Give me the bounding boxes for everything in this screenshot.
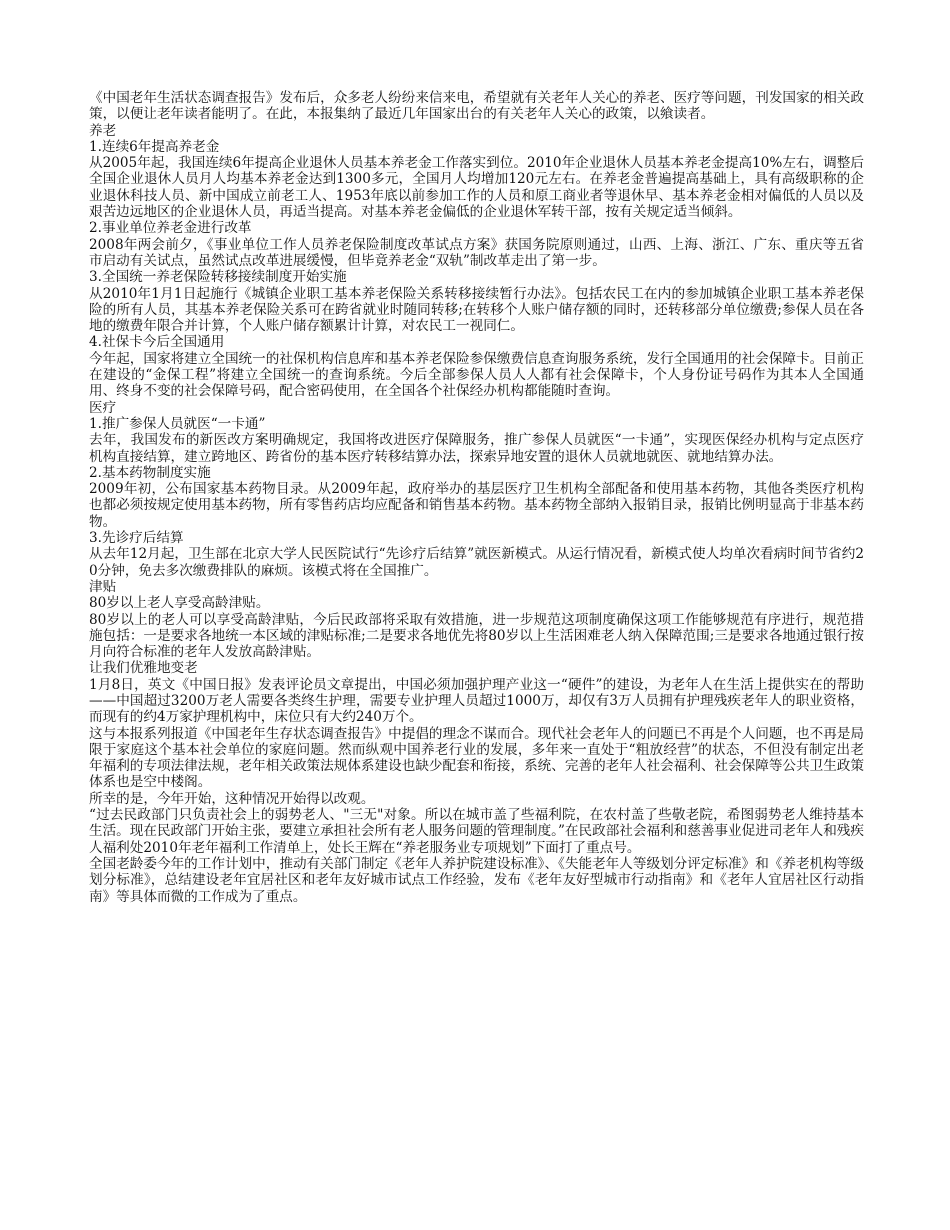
body-paragraph: 全国老龄委今年的工作计划中，推动有关部门制定《老年人养护院建设标准》、《失能老年人等级划分评定标准》和《养老机构等级划分标准》，总结建设老年宜居社区和老年友好城市试点工作经验，发布《老年友好型城市行动指南》和《老年人宜居社区行动指南》等具体而微的工作成为了重点。 <box>89 855 864 905</box>
subheading: 2.基本药物制度实施 <box>89 464 211 481</box>
subheading: 80岁以上老人享受高龄津贴。 <box>89 595 270 612</box>
body-paragraph: 2008年两会前夕，《事业单位工作人员养老保险制度改革试点方案》获国务院原则通过，山西、上海、浙江、广东、重庆等五省市启动有关试点，虽然试点改革进展缓慢，但毕竟养老金“双轨”制改革走出了第一步。 <box>89 236 864 269</box>
body-paragraph: “过去民政部门只负责社会上的弱势老人、"三无"对象。所以在城市盖了些福利院，在农村盖了些敬老院，希图弱势老人维持基本生活。现在民政部门开始主张，要建立承担社会所有老人服务问题的管理制度。”在民政部社会福利和慈善事业促进司老年人和残疾人福利处2010年老年福利工作清单上，处长王辉在“养老服务业专项规划”下面打了重点号。 <box>89 807 864 856</box>
body-paragraph: 从2005年起，我国连续6年提高企业退休人员基本养老金工作落实到位。2010年企业退休人员基本养老金提高10%左右，调整后全国企业退休人员月人均基本养老金达到1300多元，全国月人均增加120元左右。在养老金普遍提高基础上，具有高级职称的企业退休科技人员、新中国成立前老工人、1953年底以前参加工作的人员和原工商业者等退休早、基本养老金相对偏低的人员以及艰苦边远地区的企业退休人员，再适当提高。对基本养老金偏低的企业退休军转干部，按有关规定适当倾斜。 <box>89 155 864 221</box>
body-paragraph: 1月8日，英文《中国日报》发表评论员文章提出，中国必须加强护理产业这一“硬件”的建设，为老年人在生活上提供实在的帮助——中国超过3200万老人需要各类终生护理，需要专业护理人员超过1000万，却仅有3万人员拥有护理残疾老年人的职业资格，而现有的约4万家护理机构中，床位只有大约240万个。 <box>89 676 864 726</box>
body-paragraph: 80岁以上的老人可以享受高龄津贴，今后民政部将采取有效措施，进一步规范这项制度确保这项工作能够规范有序进行，规范措施包括：一是要求各地统一本区域的津贴标准;二是要求各地优先将80岁以上生活困难老人纳入保障范围;三是要求各地通过银行按月向符合标准的老年人发放高龄津贴。 <box>89 611 864 661</box>
subheading: 1.连续6年提高养老金 <box>89 138 220 155</box>
body-paragraph: 去年，我国发布的新医改方案明确规定，我国将改进医疗保障服务，推广参保人员就医“一卡通”，实现医保经办机构与定点医疗机构直接结算，建立跨地区、跨省份的基本医疗转移结算办法，探索异地安置的退休人员就地就医、就地结算办法。 <box>89 432 864 465</box>
body-paragraph: 今年起，国家将建立全国统一的社保机构信息库和基本养老保险参保缴费信息查询服务系统，发行全国通用的社会保障卡。目前正在建设的“金保工程”将建立全国统一的查询系统。今后全部参保人员人人都有社会保障卡，个人身份证号码作为其本人全国通用、终身不变的社会保障号码，配合密码使用，在全国各个社保经办机构都能随时查询。 <box>89 350 864 400</box>
body-paragraph: 这与本报系列报道《中国老年生存状态调查报告》中提倡的理念不谋而合。现代社会老年人的问题已不再是个人问题，也不再是局限于家庭这个基本社会单位的家庭问题。然而纵观中国养老行业的发展，多年来一直处于“粗放经营”的状态，不但没有制定出老年福利的专项法律法规，老年相关政策法规体系建设也缺少配套和衔接，系统、完善的老年人社会福利、社会保障等公共卫生政策体系也是空中楼阁。 <box>89 725 864 791</box>
body-paragraph: 2009年初，公布国家基本药物目录。从2009年起，政府举办的基层医疗卫生机构全部配备和使用基本药物，其他各类医疗机构也都必须按规定使用基本药物，所有零售药店均应配备和销售基本药物。基本药物全部纳入报销目录，报销比例明显高于非基本药物。 <box>89 481 864 530</box>
subheading: 1.推广参保人员就医“一卡通” <box>89 415 266 432</box>
subheading: 3.全国统一养老保险转移接续制度开始实施 <box>89 269 347 286</box>
subheading: 4.社保卡今后全国通用 <box>89 334 225 351</box>
section-heading-allowance: 津贴 <box>89 578 117 595</box>
article-body <box>89 90 864 905</box>
subheading: 2.事业单位养老金进行改革 <box>89 220 252 237</box>
body-paragraph: 从去年12月起，卫生部在北京大学人民医院试行“先诊疗后结算”就医新模式。从运行情况看，新模式使人均单次看病时间节省约20分钟，免去多次缴费排队的麻烦。该模式将在全国推广。 <box>89 546 864 579</box>
section-heading-medical: 医疗 <box>89 399 117 416</box>
section-heading-pension: 养老 <box>89 122 117 139</box>
body-paragraph: 从2010年1月1日起施行《城镇企业职工基本养老保险关系转移接续暂行办法》。包括农民工在内的参加城镇企业职工基本养老保险的所有人员，其基本养老保险关系可在跨省就业时随同转移;在转移个人账户储存额的同时，还转移部分单位缴费;参保人员在各地的缴费年限合并计算，个人账户储存额累计计算，对农民工一视同仁。 <box>89 285 864 335</box>
body-paragraph: 所幸的是，今年开始，这种情况开始得以改观。 <box>89 790 375 807</box>
section-heading-aging: 让我们优雅地变老 <box>89 660 198 677</box>
intro-paragraph: 《中国老年生活状态调查报告》发布后，众多老人纷纷来信来电，希望就有关老年人关心的养老、医疗等问题，刊发国家的相关政策，以便让老年读者能明了。在此，本报集纳了最近几年国家出台的有关老年人关心的政策，以飨读者。 <box>89 90 864 123</box>
subheading: 3.先诊疗后结算 <box>89 530 184 547</box>
